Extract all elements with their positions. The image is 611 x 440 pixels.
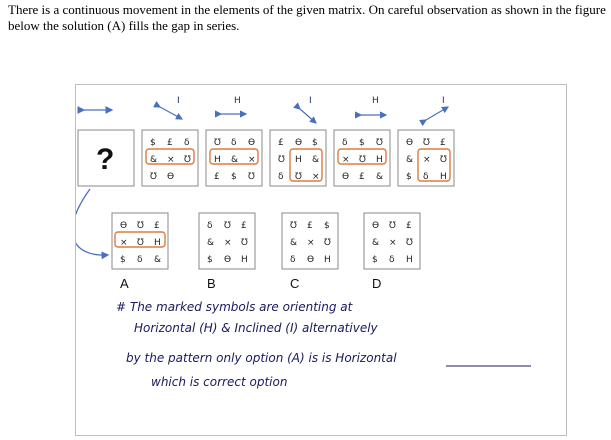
series-cell-4-symbol: ℧ bbox=[376, 138, 383, 148]
series-cell-5-symbol: ℧ bbox=[423, 138, 430, 148]
series-cell-4-symbol: H bbox=[376, 155, 383, 165]
series-cell-2-symbol: & bbox=[231, 155, 239, 165]
option-a-symbol: & bbox=[154, 255, 162, 265]
option-d-symbol: δ bbox=[389, 255, 395, 265]
series-cell-3-symbol: £ bbox=[278, 138, 284, 148]
series-cell-5-symbol: £ bbox=[440, 138, 446, 148]
option-label-b: B bbox=[207, 276, 216, 291]
question-text: There is a continuous movement in the elements of the given matrix. On careful observation as shown in the figure below the solution (A) fills the gap in series. bbox=[8, 2, 606, 33]
series-cell-3-symbol: δ bbox=[278, 172, 284, 182]
series-cell-2-symbol: H bbox=[214, 155, 221, 165]
series-cell-5-symbol: $ bbox=[406, 172, 412, 182]
series-cell-4-symbol: × bbox=[342, 155, 350, 165]
option-label-d: D bbox=[372, 276, 382, 291]
option-c-symbol: H bbox=[324, 255, 331, 265]
series-cell-3-symbol: ℧ bbox=[295, 172, 302, 182]
option-d-symbol: ℧ bbox=[406, 238, 413, 248]
annotation-4: H bbox=[372, 96, 379, 106]
option-b-symbol: × bbox=[224, 238, 232, 248]
option-d-symbol: £ bbox=[406, 221, 412, 231]
series-cell-1-symbol: $ bbox=[150, 138, 156, 148]
option-d-symbol: $ bbox=[372, 255, 378, 265]
series-cell-5-symbol: ℧ bbox=[440, 155, 447, 165]
series-cell-3-symbol: $ bbox=[312, 138, 318, 148]
series-cell-1-symbol: & bbox=[150, 155, 158, 165]
series-cells bbox=[142, 130, 454, 186]
series-cell-2-symbol: δ bbox=[231, 138, 237, 148]
series-cell-3-symbol: H bbox=[295, 155, 302, 165]
series-cell-2-symbol: $ bbox=[231, 172, 237, 182]
handwritten-note bbox=[116, 300, 531, 389]
series-cell-5-symbol: Ɵ bbox=[406, 138, 414, 148]
option-b-symbol: H bbox=[241, 255, 248, 265]
series-cell-4-symbol: $ bbox=[359, 138, 365, 148]
option-d-symbol: & bbox=[372, 238, 380, 248]
series-cell-1-symbol: δ bbox=[184, 138, 190, 148]
series-cell-3-symbol: & bbox=[312, 155, 320, 165]
option-c-symbol: ℧ bbox=[290, 221, 297, 231]
option-b-symbol: ℧ bbox=[224, 221, 231, 231]
option-a-symbol: ℧ bbox=[137, 221, 144, 231]
series-cell-5-symbol: H bbox=[440, 172, 447, 182]
series-cell-5-symbol: δ bbox=[423, 172, 429, 182]
option-a-symbol: δ bbox=[137, 255, 143, 265]
note-line-4: which is correct option bbox=[151, 375, 288, 389]
series-cell-1-symbol: ℧ bbox=[184, 155, 191, 165]
series-cell-5-symbol: × bbox=[423, 155, 431, 165]
option-a-symbol: × bbox=[120, 238, 128, 248]
note-line-2: Horizontal (H) & Inclined (I) alternatively bbox=[134, 321, 378, 335]
annotation-1: I bbox=[177, 96, 180, 106]
annotation-5: I bbox=[442, 96, 445, 106]
note-line-3: by the pattern only option (A) is is Horizontal bbox=[126, 351, 397, 365]
answer-options bbox=[112, 213, 420, 291]
option-a-symbol: $ bbox=[120, 255, 126, 265]
option-c-symbol: £ bbox=[307, 221, 313, 231]
series-cell-1-symbol: ℧ bbox=[150, 172, 157, 182]
option-c-symbol: & bbox=[290, 238, 298, 248]
series-cell-4-symbol: Ɵ bbox=[342, 172, 350, 182]
series-cell-1-symbol: Ɵ bbox=[167, 172, 175, 182]
option-b-symbol: $ bbox=[207, 255, 213, 265]
option-d-symbol: × bbox=[389, 238, 397, 248]
option-a-symbol: H bbox=[154, 238, 161, 248]
option-c-symbol: × bbox=[307, 238, 315, 248]
option-c-symbol: δ bbox=[290, 255, 296, 265]
series-cell-5-symbol: & bbox=[406, 155, 414, 165]
curved-arrow-icon bbox=[76, 189, 108, 255]
series-cell-2-symbol: ℧ bbox=[214, 138, 221, 148]
option-b-symbol: & bbox=[207, 238, 215, 248]
series-cell-4-symbol: £ bbox=[359, 172, 365, 182]
series-cell-1-symbol: × bbox=[167, 155, 175, 165]
option-c-symbol: Ɵ bbox=[307, 255, 315, 265]
question-mark: ? bbox=[96, 143, 115, 176]
series-cell-2-symbol: ℧ bbox=[248, 172, 255, 182]
series-cell-2-symbol: £ bbox=[214, 172, 220, 182]
option-a-symbol: Ɵ bbox=[120, 221, 128, 231]
option-d-symbol: ℧ bbox=[389, 221, 396, 231]
series-cell-4-symbol: ℧ bbox=[359, 155, 366, 165]
series-cell-3-symbol: × bbox=[312, 172, 320, 182]
option-d-symbol: Ɵ bbox=[372, 221, 380, 231]
option-c-symbol: ℧ bbox=[324, 238, 331, 248]
solution-figure bbox=[75, 84, 567, 436]
option-a-symbol: £ bbox=[154, 221, 160, 231]
option-label-c: C bbox=[290, 276, 300, 291]
annotation-2: H bbox=[234, 96, 241, 106]
option-b-symbol: £ bbox=[241, 221, 247, 231]
option-b-symbol: ℧ bbox=[241, 238, 248, 248]
annotation-3: I bbox=[309, 96, 312, 106]
series-cell-2-symbol: Ɵ bbox=[248, 138, 256, 148]
option-a-symbol: ℧ bbox=[137, 238, 144, 248]
option-d-symbol: H bbox=[406, 255, 413, 265]
series-cell-4-symbol: δ bbox=[342, 138, 348, 148]
option-b-symbol: δ bbox=[207, 221, 213, 231]
option-b-symbol: Ɵ bbox=[224, 255, 232, 265]
series-cell-3-symbol: ℧ bbox=[278, 155, 285, 165]
option-label-a: A bbox=[120, 276, 129, 291]
series-cell-2-symbol: × bbox=[248, 155, 256, 165]
series-cell-1-symbol: £ bbox=[167, 138, 173, 148]
top-annotations bbox=[160, 96, 448, 123]
series-cell-4-symbol: & bbox=[376, 172, 384, 182]
note-line-1: # The marked symbols are orienting at bbox=[116, 300, 353, 314]
series-cell-3-symbol: Ɵ bbox=[295, 138, 303, 148]
option-c-symbol: $ bbox=[324, 221, 330, 231]
